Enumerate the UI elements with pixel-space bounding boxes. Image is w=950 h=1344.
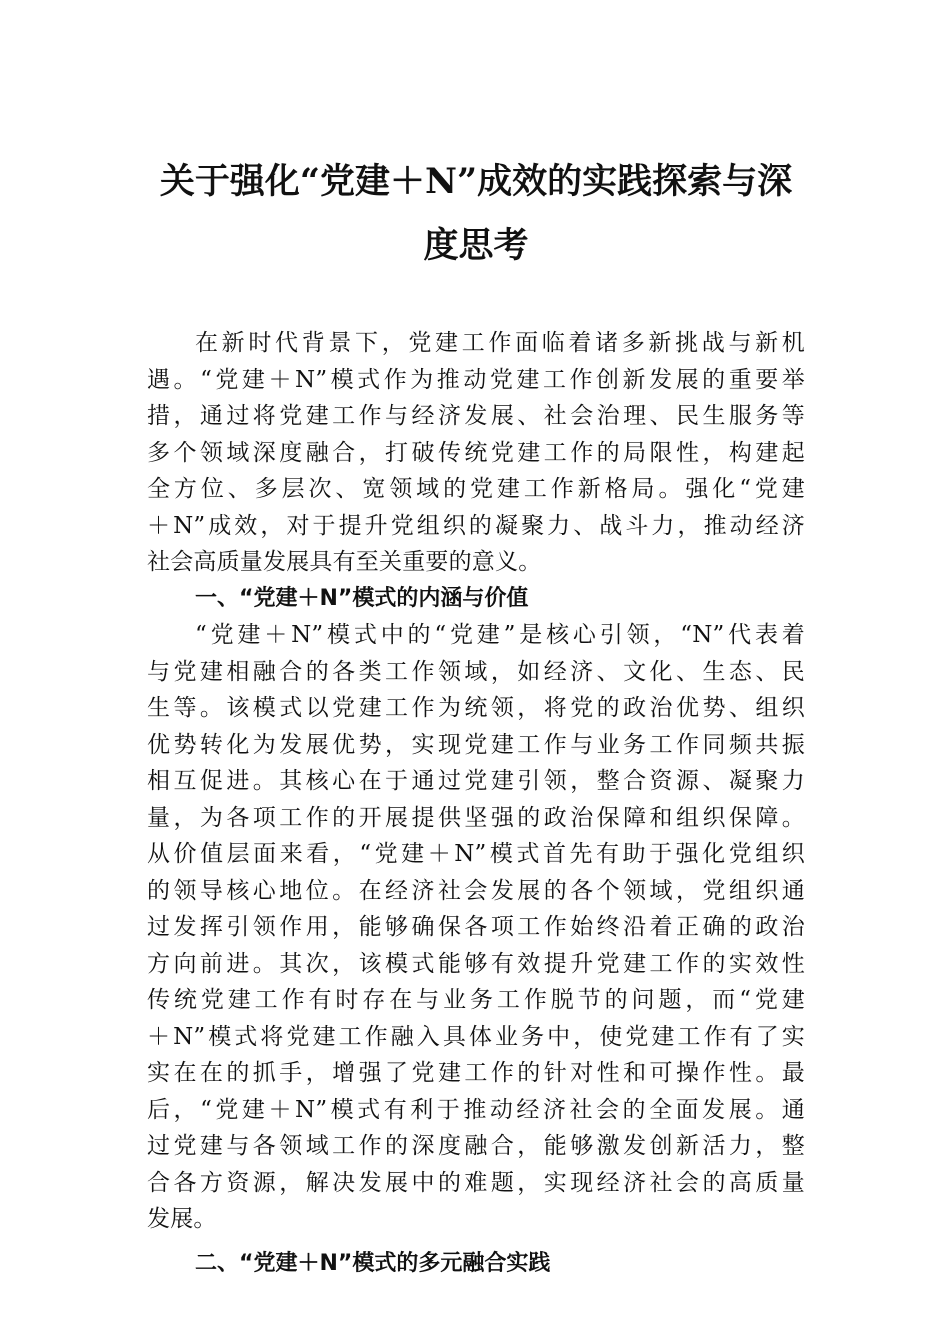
text-line: 的领导核心地位。在经济社会发展的各个领域，党组织通 [147, 877, 805, 904]
text-line: 社会高质量发展具有至关重要的意义。 [147, 549, 542, 575]
text-line: ＋N”成效，对于提升党组织的凝聚力、战斗力，推动经济 [147, 512, 805, 539]
text-line: 生等。该模式以党建工作为统领，将党的政治优势、组织 [147, 695, 805, 721]
text-line: 遇。“党建＋N”模式作为推动党建工作创新发展的重要举 [147, 366, 805, 393]
text-line: 多个领域深度融合，打破传统党建工作的局限性，构建起 [147, 439, 805, 466]
text-line: 方向前进。其次，该模式能够有效提升党建工作的实效性 [147, 950, 805, 977]
text-line: 在新时代背景下，党建工作面临着诸多新挑战与新机 [195, 330, 805, 356]
document-title [147, 150, 805, 278]
text-line: 与党建相融合的各类工作领域，如经济、文化、生态、民 [147, 658, 805, 685]
title-line: 度思考 [423, 225, 529, 266]
section-heading-1: 一、“党建＋N”模式的内涵与价值 [195, 585, 529, 611]
spacer [147, 1238, 805, 1246]
text-line: 全方位、多层次、宽领域的党建工作新格局。强化“党建 [147, 476, 805, 502]
text-line: 传统党建工作有时存在与业务工作脱节的问题，而“党建 [147, 987, 805, 1013]
document-body [147, 325, 805, 1282]
text-line: 量，为各项工作的开展提供坚强的政治保障和组织保障。 [147, 804, 805, 831]
title-line: 关于强化“党建＋N”成效的实践探索与深 [159, 161, 793, 202]
section-heading-2: 二、“党建＋N”模式的多元融合实践 [195, 1250, 551, 1276]
text-line: 后，“党建＋N”模式有利于推动经济社会的全面发展。通 [147, 1096, 805, 1123]
text-line: 措，通过将党建工作与经济发展、社会治理、民生服务等 [147, 403, 805, 429]
text-line: 过发挥引领作用，能够确保各项工作始终沿着正确的政治 [147, 914, 805, 940]
text-line: 优势转化为发展优势，实现党建工作与业务工作同频共振 [147, 731, 805, 758]
text-line: ＋N”模式将党建工作融入具体业务中，使党建工作有了实 [147, 1023, 805, 1050]
text-line: 过党建与各领域工作的深度融合，能够激发创新活力，整 [147, 1133, 805, 1159]
text-line: 从价值层面来看，“党建＋N”模式首先有助于强化党组织 [147, 841, 805, 867]
text-line: 合各方资源，解决发展中的难题，实现经济社会的高质量 [147, 1169, 805, 1196]
section-1-paragraph [147, 617, 805, 1238]
text-line: 发展。 [147, 1206, 217, 1232]
intro-paragraph [147, 325, 805, 581]
text-line: “党建＋N”模式中的“党建”是核心引领，“N”代表着 [195, 622, 805, 648]
text-line: 相互促进。其核心在于通过党建引领，整合资源、凝聚力 [147, 768, 805, 794]
text-line: 实在在的抓手，增强了党建工作的针对性和可操作性。最 [147, 1060, 805, 1086]
